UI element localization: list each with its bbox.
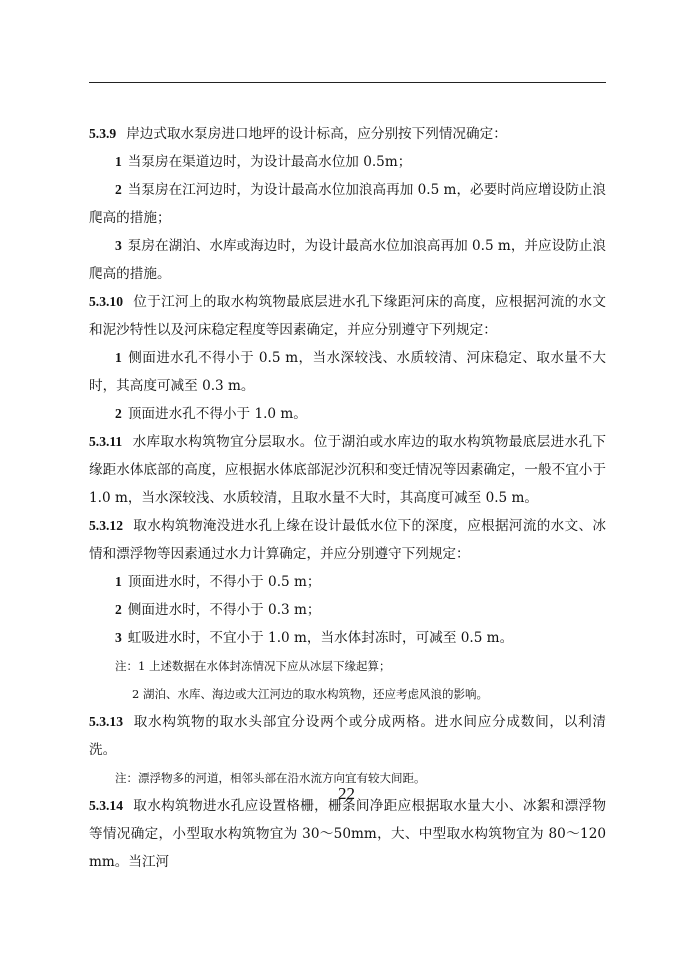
clause-paragraph [89, 288, 606, 344]
paragraph-text: 位于江河上的取水构筑物最底层进水孔下缘距河床的高度，应根据河流的水文和泥沙特性以及河床稳定程度等因素确定，并应分别遵守下列规定： [89, 294, 606, 338]
paragraph-text: 顶面进水时，不得小于 0.5 m； [127, 574, 321, 590]
item-number: 2 [115, 602, 122, 617]
clause-number: 5.3.10 [89, 294, 123, 309]
list-item [89, 148, 606, 176]
paragraph-text: 当泵房在江河边时，为设计最高水位加浪高再加 0.5 m，必要时尚应增设防止浪爬高的措施； [89, 182, 606, 226]
item-number: 3 [115, 238, 122, 253]
document-body [89, 120, 606, 876]
clause-number: 5.3.11 [89, 434, 123, 449]
clause-number: 5.3.13 [89, 714, 123, 729]
item-number: 1 [115, 154, 122, 169]
clause-paragraph [89, 120, 606, 148]
header-rule [89, 82, 606, 83]
clause-number: 5.3.9 [89, 126, 117, 141]
paragraph-text: 侧面进水时，不得小于 0.3 m； [127, 602, 321, 618]
clause-paragraph [89, 792, 606, 876]
note-text: 2 湖泊、水库、海边或大江河边的取水构筑物，还应考虑风浪的影响。 [132, 687, 488, 701]
paragraph-text: 取水构筑物淹没进水孔上缘在设计最低水位下的深度，应根据河流的水文、冰情和漂浮物等因素通过水力计算确定，并应分别遵守下列规定： [89, 518, 606, 562]
list-item [89, 568, 606, 596]
list-item [89, 400, 606, 428]
clause-paragraph [89, 428, 606, 512]
paragraph-text: 水库取水构筑物宜分层取水。位于湖泊或水库边的取水构筑物最底层进水孔下缘距水体底部的高度，应根据水体底部泥沙沉积和变迁情况等因素确定，一般不宜小于 1.0 m，当水深较浅、水质较清，且取水量不大时，其高度可减至 0.5 m。 [89, 434, 606, 506]
note-text: 注：1 上述数据在水体封冻情况下应从冰层下缘起算； [115, 659, 391, 673]
clause-number: 5.3.14 [89, 798, 123, 813]
paragraph-text: 当泵房在渠道边时，为设计最高水位加 0.5m； [127, 154, 412, 170]
item-number: 1 [115, 350, 122, 365]
list-item [89, 176, 606, 232]
item-number: 2 [115, 406, 122, 421]
paragraph-text: 虹吸进水时，不宜小于 1.0 m，当水体封冻时，可减至 0.5 m。 [127, 630, 514, 646]
paragraph-text: 岸边式取水泵房进口地坪的设计标高，应分别按下列情况确定： [126, 126, 507, 142]
item-number: 2 [115, 182, 122, 197]
clause-paragraph [89, 512, 606, 568]
paragraph-text: 侧面进水孔不得小于 0.5 m，当水深较浅、水质较清、河床稳定、取水量不大时，其高度可减至 0.3 m。 [89, 350, 606, 394]
clause-number: 5.3.12 [89, 518, 123, 533]
item-number: 3 [115, 630, 122, 645]
note-text: 注：漂浮物多的河道，相邻头部在沿水流方向宜有较大间距。 [115, 771, 426, 785]
paragraph-text: 顶面进水孔不得小于 1.0 m。 [127, 406, 307, 422]
list-item [89, 232, 606, 288]
list-item [89, 596, 606, 624]
list-item [89, 344, 606, 400]
clause-paragraph [89, 708, 606, 764]
item-number: 1 [115, 574, 122, 589]
paragraph-text: 取水构筑物的取水头部宜分设两个或分成两格。进水间应分成数间，以利清洗。 [89, 714, 606, 758]
list-item [89, 624, 606, 652]
page-number: 22 [338, 784, 355, 803]
paragraph-text: 泵房在湖泊、水库或海边时，为设计最高水位加浪高再加 0.5 m，并应设防止浪爬高的措施。 [89, 238, 606, 282]
paragraph-text: 取水构筑物进水孔应设置格栅，栅条间净距应根据取水量大小、冰絮和漂浮物等情况确定，小型取水构筑物宜为 30～50mm，大、中型取水构筑物宜为 80～120 mm。当江河 [89, 798, 606, 870]
